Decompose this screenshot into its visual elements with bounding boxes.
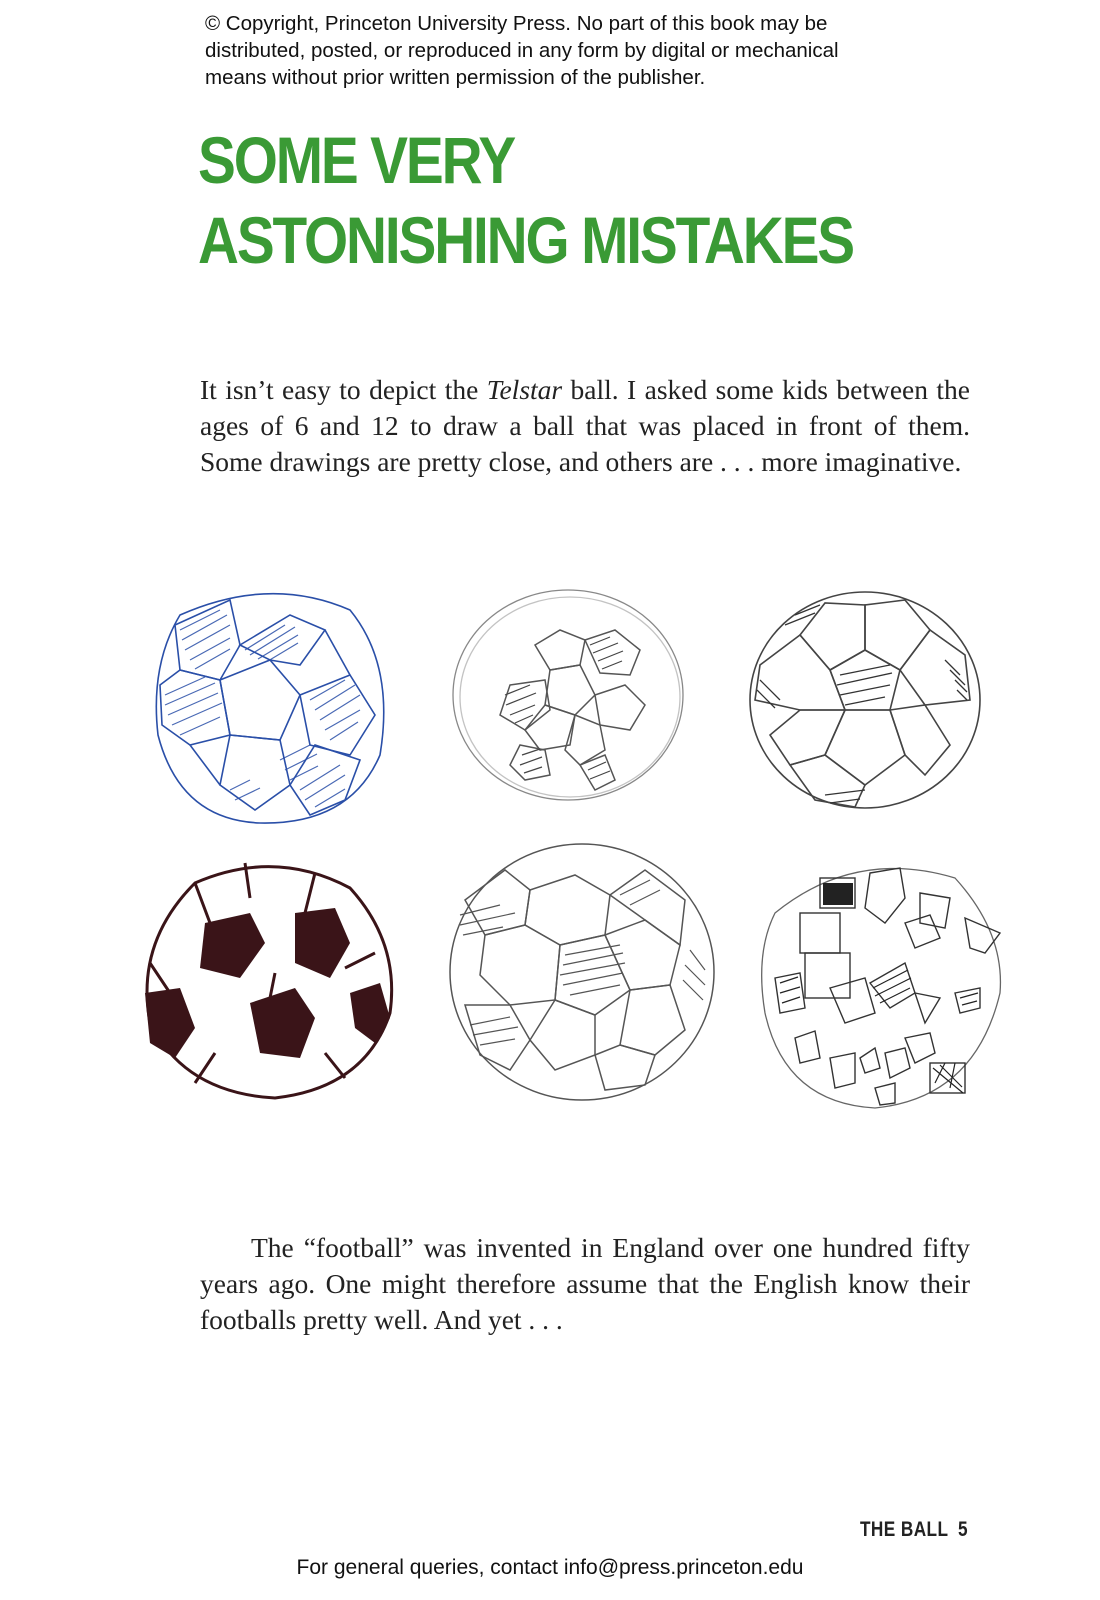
football-history-paragraph: The “football” was invented in England over one hundred fifty years ago. One might therefore assume that the English know their footballs pretty well. And yet . . .	[200, 1232, 970, 1335]
dark-marker-ball-drawing	[135, 853, 400, 1108]
intro-text-end: ball. I asked some kids between the ages of 6 and 12 to draw a ball that was placed in front of them. Some drawings are pretty close, and others are . . . more imaginative.	[200, 374, 970, 477]
title-line-1: SOME VERY	[198, 123, 515, 197]
copyright-line-2: distributed, posted, or reproduced in any form by digital or mechanical	[205, 39, 839, 62]
telstar-italic: Telstar	[486, 374, 563, 405]
general-queries-notice: For general queries, contact info@press.princeton.edu	[296, 1556, 804, 1579]
ball-drawings-figure	[135, 585, 1035, 1145]
pencil-ball-drawing	[745, 585, 985, 815]
blue-ink-ball-drawing	[150, 585, 390, 830]
running-footer-section: THE BALL	[860, 1518, 949, 1541]
intro-text-start: It isn’t easy to depict the	[200, 374, 487, 405]
page-number: 5	[958, 1518, 968, 1541]
copyright-notice	[205, 10, 925, 91]
title-line-2: ASTONISHING MISTAKES	[198, 203, 854, 277]
light-pencil-ball-drawing	[450, 585, 690, 810]
chapter-title	[198, 120, 853, 280]
intro-paragraph	[200, 372, 970, 480]
copyright-line-1: © Copyright, Princeton University Press. No part of this book may be	[205, 12, 828, 35]
graphite-ball-drawing	[445, 840, 720, 1105]
scattered-shapes-ball-drawing	[755, 853, 1005, 1118]
copyright-line-3: means without prior written permission of the publisher.	[205, 66, 706, 89]
